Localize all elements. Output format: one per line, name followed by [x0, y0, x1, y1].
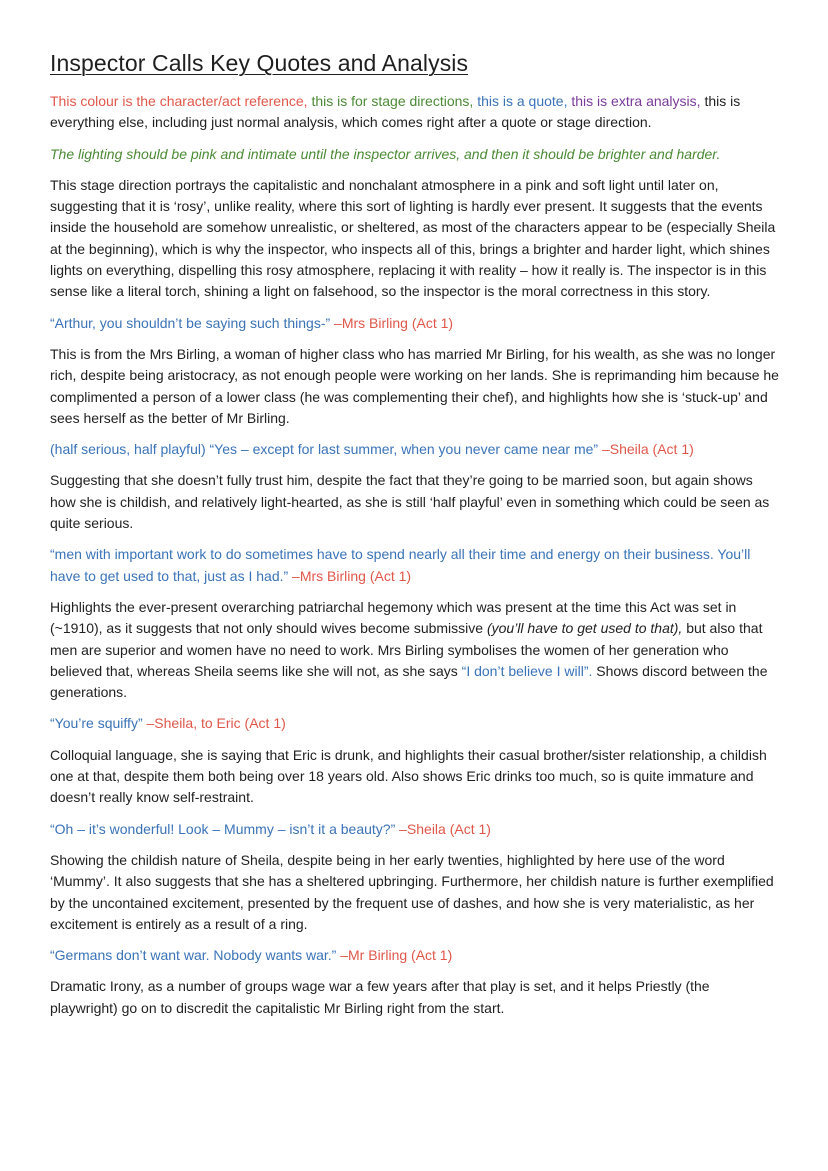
- page-title: Inspector Calls Key Quotes and Analysis: [50, 50, 469, 76]
- quote-text: “Oh – it’s wonderful! Look – Mummy – isn’t it a beauty?”: [50, 820, 396, 837]
- quote-line: [50, 945, 780, 966]
- character-reference: –Sheila, to Eric (Act 1): [146, 715, 286, 732]
- colour-legend: [50, 91, 780, 134]
- analysis-text: Shows discord between the generations.: [50, 662, 768, 701]
- legend-extra-analysis: this is extra analysis,: [571, 93, 701, 109]
- legend-character-ref: This colour is the character/act reference,: [50, 93, 308, 109]
- quote-line: [50, 544, 780, 587]
- legend-quote: this is a quote,: [477, 93, 568, 109]
- quote-text: (half serious, half playful) “Yes – except for last summer, when you never came near me”: [50, 441, 599, 458]
- character-reference: –Mrs Birling (Act 1): [292, 567, 412, 584]
- quote-text: “Germans don’t want war. Nobody wants war.”: [50, 947, 337, 964]
- analysis-paragraph: This stage direction portrays the capitalistic and nonchalant atmosphere in a pink and soft light until later on, suggesting that it is ‘rosy’, unlike reality, where this sort of lighting is hardly ever present. It suggests that the events inside the household are somehow unrealistic, or sheltered, as most of the characters appear to be (especially Sheila at the beginning), which is why the inspector, who inspects all of this, brings a brighter and harder light, which shines lights on everything, dispelling this rosy atmosphere, replacing it with reality – how it really is. The inspector is in this sense like a literal torch, shining a light on falsehood, so the inspector is the moral correctness in this story.: [50, 176, 776, 300]
- quote-text: “Arthur, you shouldn’t be saying such things-”: [50, 314, 331, 331]
- quote-line: [50, 819, 780, 840]
- quote-text: “You’re squiffy”: [50, 715, 143, 732]
- analysis-paragraph: Colloquial language, she is saying that Eric is drunk, and highlights their casual brother/sister relationship, a childish one at that, despite them both being over 18 years old. Also shows Eric drinks too much, so is quite immature and doesn’t really know self-restraint.: [50, 746, 767, 806]
- character-reference: –Mr Birling (Act 1): [340, 947, 453, 964]
- character-reference: –Sheila (Act 1): [601, 441, 694, 458]
- quote-line: [50, 713, 780, 734]
- quote-line: [50, 439, 780, 460]
- legend-stage-directions: this is for stage directions,: [311, 93, 474, 109]
- character-reference: –Mrs Birling (Act 1): [334, 314, 454, 331]
- analysis-paragraph: Showing the childish nature of Sheila, despite being in her early twenties, highlighted by here use of the word ‘Mummy’. It also suggests that she has a sheltered upbringing. Furthermore, her childish nature is further exemplified by the uncontained excitement, presented by the frequent use of dashes, and how she is very materialistic, as her excitement is entirely as a result of a ring.: [50, 851, 774, 932]
- analysis-paragraph: Dramatic Irony, as a number of groups wage war a few years after that play is set, and it helps Priestly (the playwright) go on to discredit the capitalistic Mr Birling right from the start.: [50, 978, 710, 1016]
- analysis-paragraph: [50, 597, 780, 703]
- quote-line: [50, 313, 780, 334]
- stage-direction-lighting: The lighting should be pink and intimate until the inspector arrives, and then it should be brighter and harder.: [50, 145, 721, 162]
- analysis-paragraph: This is from the Mrs Birling, a woman of higher class who has married Mr Birling, for his wealth, as she was no longer rich, despite being aristocracy, as not enough people were working on her lands. She is reprimanding him because he complimented a person of a lower class (he was complementing their chef), and highlights how she is ‘stuck-up’ and sees herself as the better of Mr Birling.: [50, 345, 779, 426]
- character-reference: –Sheila (Act 1): [399, 820, 491, 837]
- analysis-text: but also that men are superior and women have no need to work. Mrs Birling symbolises the women of her generation who believed that, whereas Sheila seems like she will not, as she says: [50, 620, 763, 679]
- analysis-inline-quote: “I don’t believe I will”.: [461, 662, 593, 679]
- analysis-italic-quote: (you’ll have to get used to that),: [486, 620, 683, 637]
- analysis-paragraph: Suggesting that she doesn’t fully trust him, despite the fact that they’re going to be married soon, but again shows how she is childish, and relatively light-hearted, as she is still ‘half playful’ even in something which could be seen as quite serious.: [50, 472, 770, 532]
- legend-everything-else: this is everything else, including just normal analysis, which comes right after a quote or stage direction.: [50, 93, 741, 131]
- document-page: [50, 50, 780, 1029]
- analysis-text: Highlights the ever-present overarching patriarchal hegemony which was present at the time this Act was set in (~1910), as it suggests that not only should wives become submissive: [50, 598, 737, 637]
- quote-text: “men with important work to do sometimes have to spend nearly all their time and energy on their business. You’ll have to get used to that, just as I had.”: [50, 546, 751, 584]
